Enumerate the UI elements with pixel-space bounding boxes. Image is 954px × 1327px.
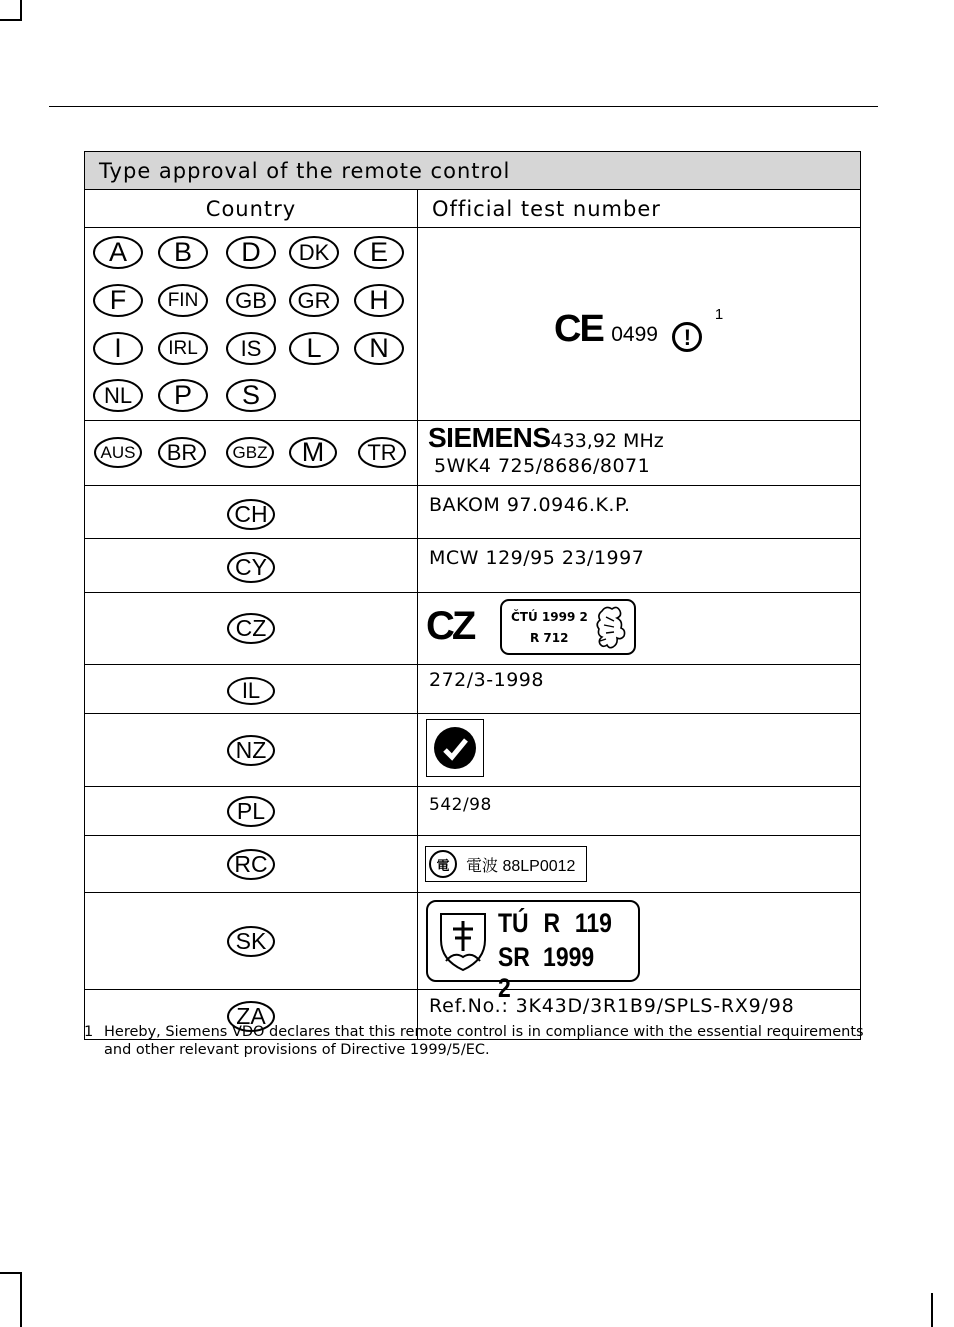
rc-emblem-icon: 電 xyxy=(429,850,457,878)
country-code-p: P xyxy=(158,379,208,412)
country-code-nl: NL xyxy=(93,379,143,412)
cz-logo: CZ xyxy=(426,604,474,648)
header-rule xyxy=(49,106,878,107)
country-code-n: N xyxy=(354,332,404,365)
alert-icon: ! xyxy=(672,322,702,352)
slovak-coat-of-arms-icon xyxy=(438,911,488,973)
country-code-il: IL xyxy=(227,677,275,705)
rc-approval-label: 電 電波 88LP0012 xyxy=(425,846,587,882)
country-code-gb: GB xyxy=(226,284,276,317)
country-code-rc: RC xyxy=(227,849,275,880)
country-code-nz: NZ xyxy=(227,735,275,766)
country-code-irl: IRL xyxy=(158,332,208,365)
siemens-cell xyxy=(418,421,861,486)
country-code-e: E xyxy=(354,236,404,269)
country-code-a: A xyxy=(93,236,143,269)
crop-mark-bottom-right-v xyxy=(931,1293,933,1327)
crop-mark-bottom-left-v xyxy=(20,1272,22,1327)
ce-symbol: CE xyxy=(554,308,603,350)
country-code-za: ZA xyxy=(227,1001,275,1032)
country-code-f: F xyxy=(93,284,143,317)
crop-mark-bottom-left-h xyxy=(0,1272,22,1274)
country-code-gr: GR xyxy=(289,284,339,317)
country-code-tr: TR xyxy=(358,437,406,468)
other-country-codes-row xyxy=(85,421,417,484)
lion-emblem-icon xyxy=(588,603,632,651)
country-code-m: M xyxy=(289,437,337,468)
country-code-h: H xyxy=(354,284,404,317)
ce-mark-cell xyxy=(418,228,861,421)
footnote xyxy=(84,1023,864,1059)
country-code-cz: CZ xyxy=(227,613,275,644)
country-code-l: L xyxy=(289,332,339,365)
table-title: Type approval of the remote control xyxy=(85,152,861,190)
crop-mark-top-left-h xyxy=(0,19,22,21)
notified-body-number: 0499 xyxy=(611,323,658,346)
cy-approval-number: MCW 129/95 23/1997 xyxy=(429,547,645,569)
ce-mark xyxy=(554,306,723,352)
country-code-pl: PL xyxy=(227,796,275,827)
country-code-fin: FIN xyxy=(158,284,208,317)
country-code-dk: DK xyxy=(289,236,339,269)
c-tick-mark xyxy=(426,719,484,777)
country-code-br: BR xyxy=(158,437,206,468)
country-code-s: S xyxy=(226,379,276,412)
pl-approval-number: 542/98 xyxy=(429,795,492,815)
crop-mark-top-left-v xyxy=(20,0,22,21)
country-code-cy: CY xyxy=(227,552,275,583)
footnote-ref: 1 xyxy=(714,306,724,323)
il-approval-number: 272/3-1998 xyxy=(429,669,544,691)
column-header-test-number: Official test number xyxy=(418,190,861,228)
country-code-gbz: GBZ xyxy=(226,437,274,468)
eu-country-codes-grid xyxy=(85,228,417,420)
footnote-number: 1 xyxy=(84,1024,94,1040)
country-code-is: IS xyxy=(226,332,276,365)
za-approval-number: Ref.No.: 3K43D/3R1B9/SPLS-RX9/98 xyxy=(429,995,795,1017)
part-number: 5WK4 725/8686/8071 xyxy=(434,455,651,477)
country-code-ch: CH xyxy=(227,499,275,530)
country-code-aus: AUS xyxy=(94,437,142,468)
other-country-codes-cell xyxy=(85,421,418,486)
sk-approval-stamp: TÚ R 119 SR 1999 2 xyxy=(426,900,640,982)
frequency: 433,92 MHz xyxy=(550,430,664,452)
eu-country-codes-cell xyxy=(85,228,418,421)
column-header-country: Country xyxy=(85,190,418,228)
cz-approval-stamp: ČTÚ 1999 2 R 712 xyxy=(500,599,636,655)
country-code-d: D xyxy=(226,236,276,269)
siemens-logo: SIEMENS xyxy=(428,422,551,453)
type-approval-table xyxy=(84,151,861,1040)
ch-approval-number: BAKOM 97.0946.K.P. xyxy=(429,494,631,516)
country-code-sk: SK xyxy=(227,926,275,957)
c-tick-icon xyxy=(433,726,477,770)
footnote-text: Hereby, Siemens VDO declares that this remote control is in compliance with the essential requirements and other relevant provisions of Directive 1999/5/EC. xyxy=(104,1024,864,1058)
country-code-b: B xyxy=(158,236,208,269)
country-code-i: I xyxy=(93,332,143,365)
